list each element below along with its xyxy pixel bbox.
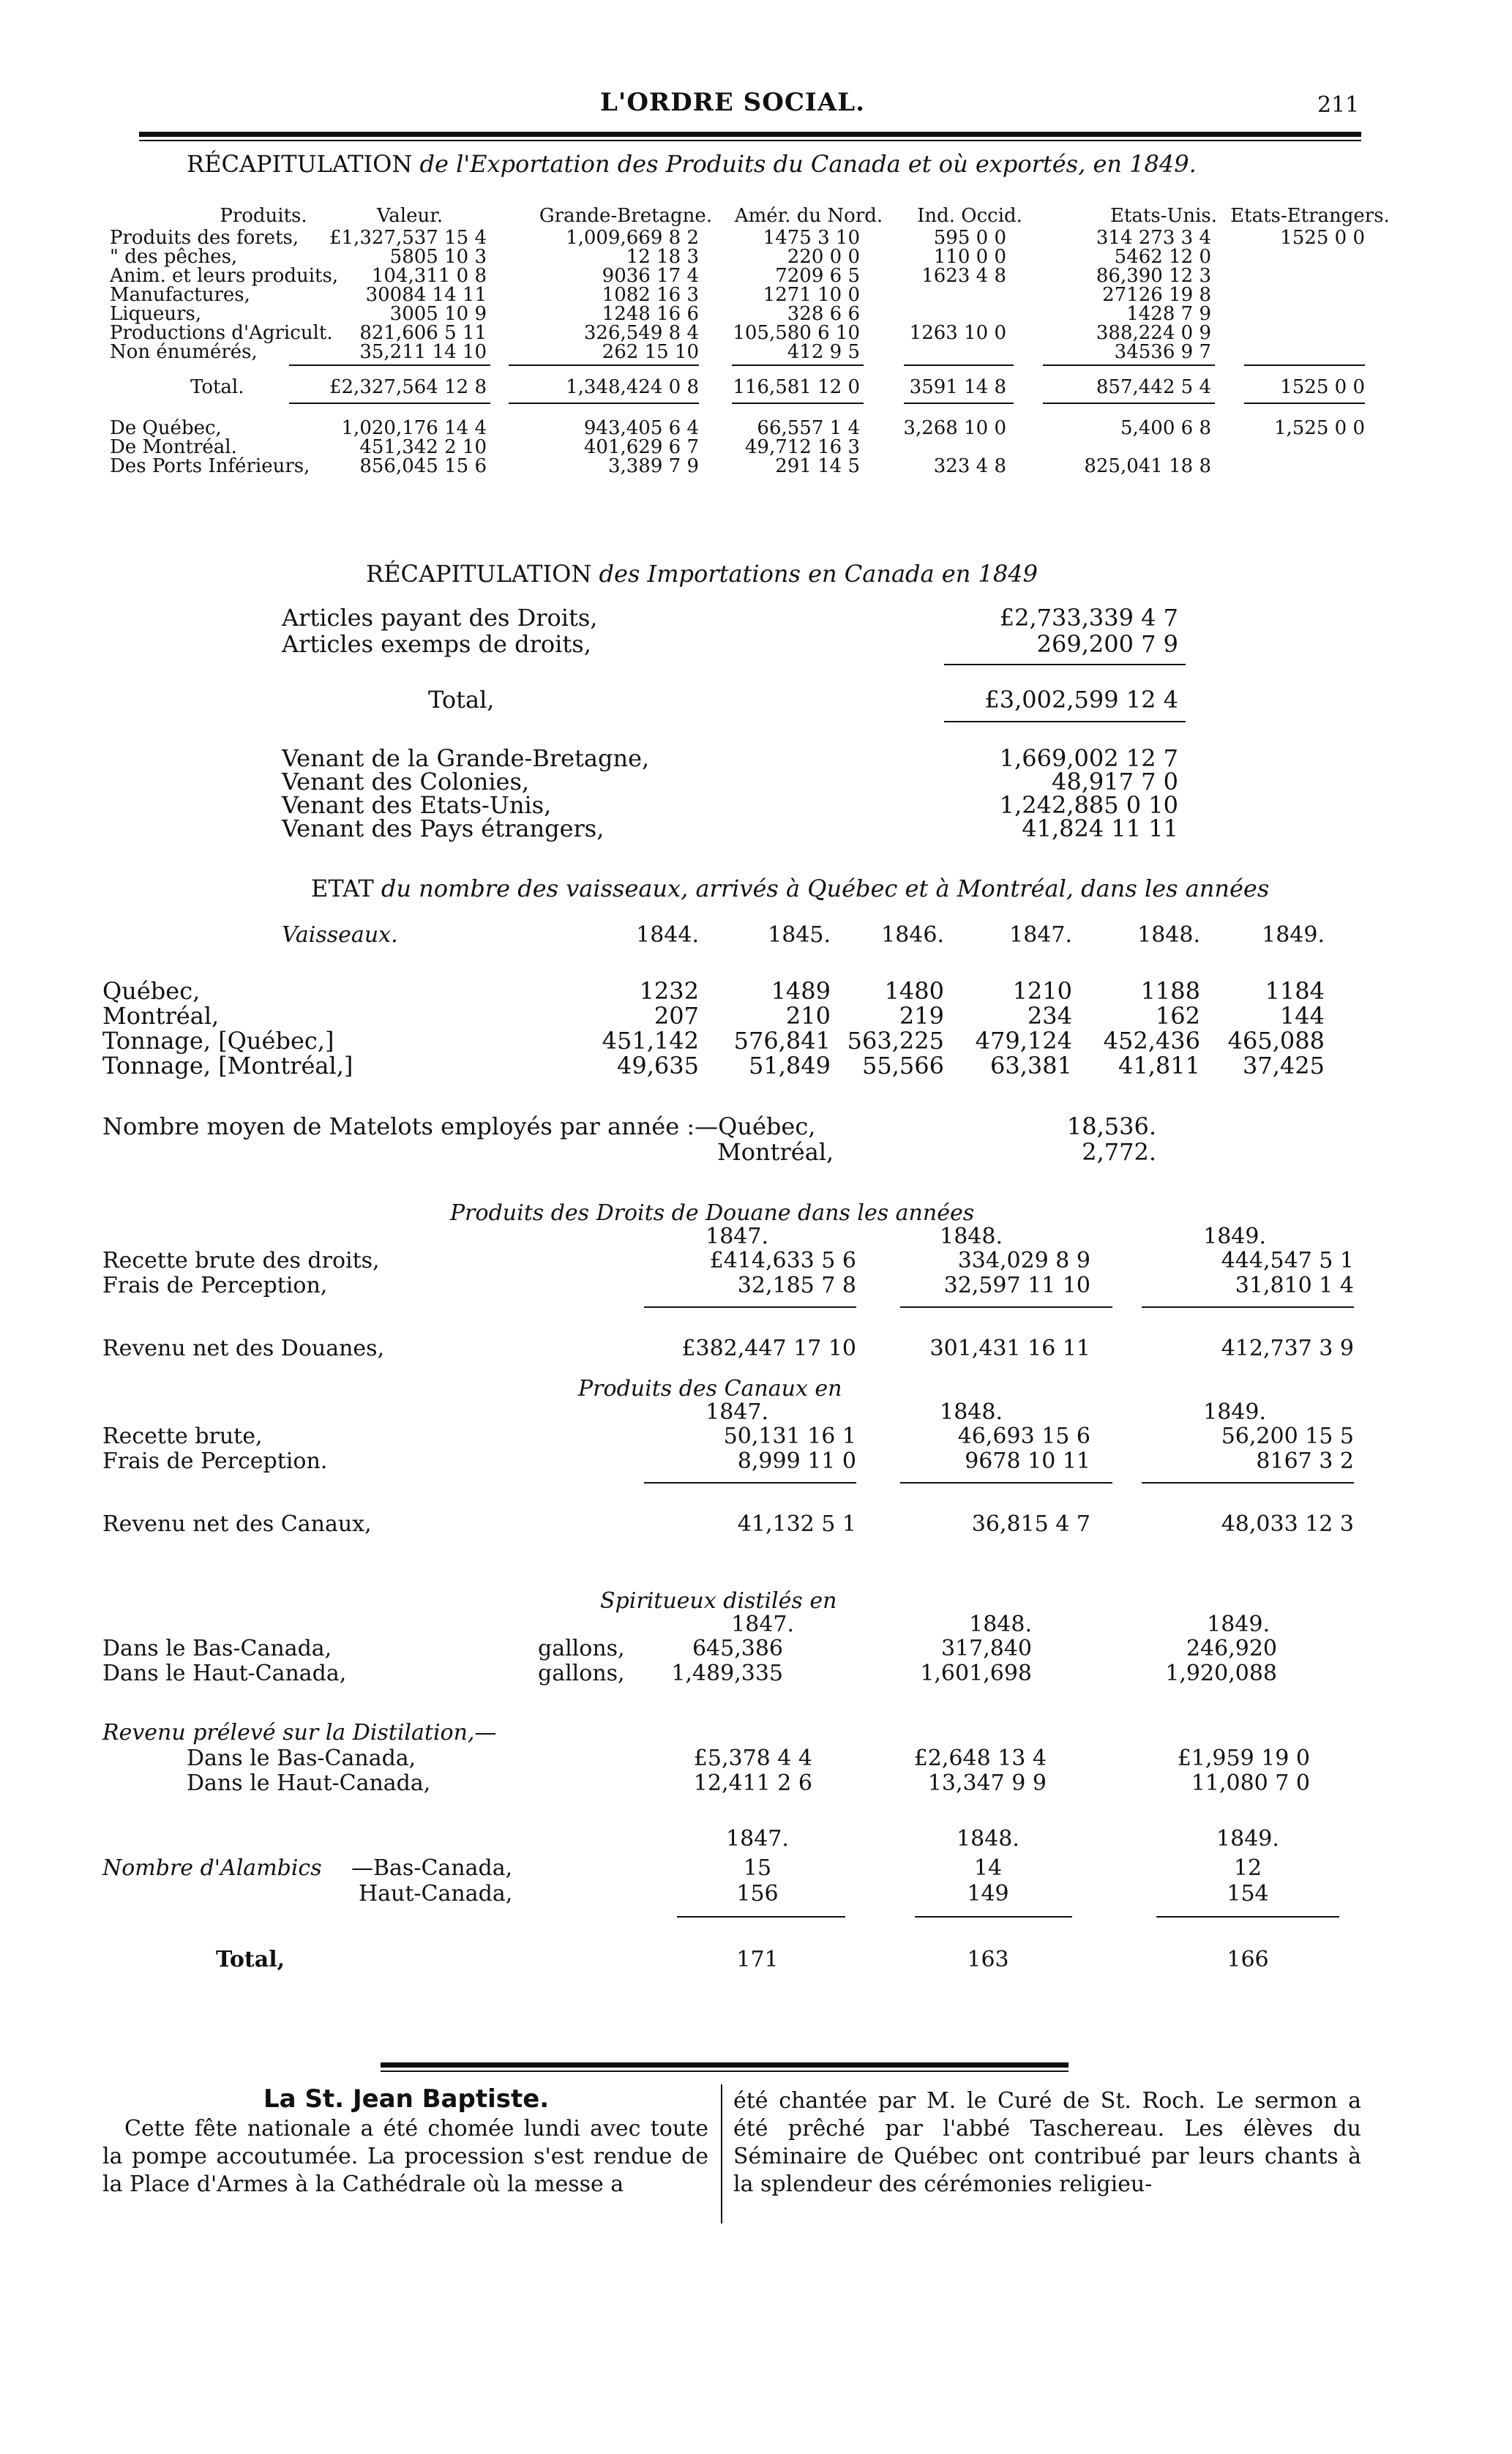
year-header: 1849. (1203, 1224, 1266, 1249)
column-header: Grande-Bretagne. (539, 205, 713, 227)
table-cell: 86,390 12 3 (1096, 265, 1211, 287)
table-cell: 104,311 0 8 (371, 265, 487, 287)
total-cell: 1525 0 0 (1280, 376, 1365, 398)
import-title: RÉCAPITULATION des Importations en Canada en 1849 (366, 560, 1038, 588)
year-header: 1845. (768, 922, 831, 948)
year-header: 1847. (706, 1224, 768, 1249)
table-cell: 334,029 8 9 (957, 1248, 1090, 1273)
import-total-label: Total, (428, 686, 495, 714)
row-label: Frais de Perception, (102, 1273, 328, 1298)
table-cell: 12 (1233, 1855, 1262, 1881)
row-label: De Québec, (110, 417, 222, 439)
article-left-column: Cette fête nationale a été chomée lundi avec toute la pompe accoutumée. La procession s'est rendue de la Place d'Armes à la Cathédrale où la messe a (102, 2116, 708, 2197)
table-cell: 46,693 15 6 (957, 1424, 1090, 1449)
year-header: 1849. (1216, 1826, 1279, 1852)
table-cell: 856,045 15 6 (359, 455, 487, 477)
row-label: Montréal, (102, 1002, 220, 1030)
year-header: 1847. (731, 1612, 794, 1637)
page-title: L'ORDRE SOCIAL. (600, 88, 865, 117)
net-label: Revenu net des Douanes, (102, 1336, 385, 1361)
table-cell: 1,009,669 8 2 (566, 227, 699, 249)
total-cell: 857,442 5 4 (1096, 376, 1211, 398)
row-label: Anim. et leurs produits, (110, 265, 339, 287)
row-label: Dans le Haut-Canada, (187, 1770, 431, 1796)
year-header: 1846. (881, 922, 944, 948)
table-cell: 328 6 6 (787, 303, 860, 325)
total-cell: 3591 14 8 (909, 376, 1006, 398)
table-cell: 452,436 (1103, 1027, 1200, 1055)
table-cell: 210 (785, 1002, 831, 1030)
table-cell: 32,597 11 10 (943, 1273, 1090, 1298)
table-cell: 262 15 10 (602, 341, 699, 363)
import-origin-label: Venant des Pays étrangers, (282, 815, 605, 842)
table-cell: 9678 10 11 (965, 1448, 1090, 1474)
table-cell: 1,920,088 (1165, 1661, 1277, 1686)
table-cell: 110 0 0 (933, 246, 1006, 268)
table-cell: 451,342 2 10 (359, 436, 487, 458)
year-header: 1847. (1009, 922, 1072, 948)
table-cell: 5805 10 3 (389, 246, 487, 268)
table-cell: 821,606 5 11 (359, 322, 487, 344)
year-header: 1844. (636, 922, 699, 948)
row-label: —Bas-Canada, (351, 1855, 513, 1881)
table-cell: 220 0 0 (787, 246, 860, 268)
import-value: £2,733,339 4 7 (999, 604, 1178, 632)
import-origin-value: 48,917 7 0 (1051, 768, 1178, 796)
table-cell: 943,405 6 4 (583, 417, 699, 439)
row-label: De Montréal. (110, 436, 237, 458)
year-header: 1848. (957, 1826, 1019, 1852)
import-total-value: £3,002,599 12 4 (984, 686, 1178, 714)
sum-rule (1142, 1306, 1354, 1308)
net-value: 48,033 12 3 (1221, 1511, 1354, 1537)
vessels-header-label: Vaisseaux. (282, 922, 398, 948)
import-label: Articles exemps de droits, (282, 630, 591, 658)
year-header: 1847. (726, 1826, 789, 1852)
row-label: Liqueurs, (110, 303, 202, 325)
row-label: Productions d'Agricult. (110, 322, 333, 344)
table-cell: 444,547 5 1 (1221, 1248, 1354, 1273)
row-label: Dans le Haut-Canada, (102, 1661, 347, 1686)
table-cell: 388,224 0 9 (1096, 322, 1211, 344)
table-cell: 34536 9 7 (1114, 341, 1211, 363)
table-cell: 37,425 (1243, 1052, 1325, 1080)
import-origin-label: Venant des Colonies, (282, 768, 530, 796)
table-cell: 63,381 (990, 1052, 1072, 1080)
total-cell: 1,348,424 0 8 (566, 376, 699, 398)
sum-rule (677, 1916, 845, 1918)
row-label: Des Ports Inférieurs, (110, 455, 310, 477)
sailors-montreal: 2,772. (1082, 1138, 1156, 1166)
table-cell: 234 (1027, 1002, 1072, 1030)
table-cell: 412 9 5 (787, 341, 860, 363)
table-cell: 13,347 9 9 (927, 1770, 1047, 1796)
table-cell: 314 273 3 4 (1096, 227, 1211, 249)
table-cell: 825,041 18 8 (1084, 455, 1211, 477)
sum-rule (1142, 1482, 1354, 1484)
table-cell: 323 4 8 (933, 455, 1006, 477)
sum-rule (944, 721, 1186, 722)
row-label: Frais de Perception. (102, 1448, 328, 1474)
table-cell: 32,185 7 8 (737, 1273, 856, 1298)
sum-rule (904, 403, 1014, 404)
column-header: Valeur. (376, 205, 444, 227)
year-header: 1847. (706, 1399, 768, 1425)
column-header: Produits. (220, 205, 307, 227)
stills-heading: Nombre d'Alambics (102, 1855, 322, 1881)
table-cell: 1082 16 3 (602, 284, 699, 306)
header-rule-thin (139, 140, 1361, 141)
table-cell: 11,080 7 0 (1191, 1770, 1310, 1796)
total-label: Total. (190, 376, 244, 398)
table-cell: 49,712 16 3 (744, 436, 860, 458)
sum-rule (644, 1306, 856, 1308)
table-cell: 27126 19 8 (1102, 284, 1211, 306)
import-origin-label: Venant des Etats-Unis, (282, 791, 552, 819)
table-cell: £1,959 19 0 (1177, 1746, 1310, 1771)
row-label: Dans le Bas-Canada, (187, 1746, 416, 1771)
year-header: 1849. (1262, 922, 1325, 948)
column-divider (721, 2084, 722, 2223)
footer-rule-thin (381, 2070, 1068, 2072)
distillation-heading: Revenu prélevé sur la Distilation,— (102, 1720, 497, 1746)
spirits-heading: Spiritueux distilés en (600, 1588, 837, 1614)
table-cell: 1232 (639, 977, 699, 1005)
import-value: 269,200 7 9 (1036, 630, 1178, 658)
row-label: Recette brute, (102, 1424, 263, 1449)
net-label: Revenu net des Canaux, (102, 1511, 372, 1537)
table-cell: 401,629 6 7 (583, 436, 699, 458)
net-value: 301,431 16 11 (929, 1336, 1090, 1361)
sum-rule (644, 1482, 856, 1484)
table-cell: 1271 10 0 (763, 284, 860, 306)
row-label: Non énumérés, (110, 341, 258, 363)
table-cell: 1,020,176 14 4 (341, 417, 487, 439)
total-label: Total, (216, 1947, 285, 1972)
table-cell: 207 (654, 1002, 699, 1030)
table-cell: 51,849 (749, 1052, 831, 1080)
sum-rule (1043, 403, 1215, 404)
table-cell: 3,389 7 9 (607, 455, 699, 477)
table-cell: 55,566 (862, 1052, 944, 1080)
table-cell: 1,601,698 (920, 1661, 1032, 1686)
table-cell: 326,549 8 4 (583, 322, 699, 344)
total-cell: 171 (736, 1947, 779, 1972)
row-label: Manufactures, (110, 284, 250, 306)
total-cell: 163 (967, 1947, 1009, 1972)
table-cell: 49,635 (617, 1052, 699, 1080)
table-cell: 30084 14 11 (365, 284, 487, 306)
table-cell: £1,327,537 15 4 (329, 227, 487, 249)
total-cell: 166 (1227, 1947, 1269, 1972)
footer-rule-thick (381, 2062, 1068, 2068)
article-title: La St. Jean Baptiste. (263, 2084, 550, 2114)
table-cell: 1428 7 9 (1126, 303, 1211, 325)
table-cell: 1525 0 0 (1280, 227, 1365, 249)
table-cell: 1188 (1140, 977, 1200, 1005)
table-cell: 246,920 (1186, 1636, 1277, 1661)
table-cell: 645,386 (692, 1636, 783, 1661)
sum-rule (900, 1306, 1112, 1308)
sum-rule (509, 403, 699, 404)
year-header: 1848. (940, 1399, 1003, 1425)
sailors-label: Nombre moyen de Matelots employés par année :—Québec, (102, 1112, 816, 1140)
export-title: RÉCAPITULATION de l'Exportation des Produits du Canada et où exportés, en 1849. (187, 150, 1197, 178)
sum-rule (289, 364, 490, 366)
net-value: 41,132 5 1 (737, 1511, 856, 1537)
row-label: Produits des forets, (110, 227, 299, 249)
header-rule-thick (139, 132, 1361, 137)
year-header: 1849. (1203, 1399, 1266, 1425)
table-cell: 12,411 2 6 (693, 1770, 812, 1796)
article-right-column: été chantée par M. le Curé de St. Roch. Le sermon a été prêché par l'abbé Taschereau. Les élèves du Séminaire de Québec ont contribué par leurs chants à la splendeur des cérémonies religieu- (733, 2088, 1361, 2197)
table-cell: 1263 10 0 (909, 322, 1006, 344)
table-cell: 563,225 (847, 1027, 944, 1055)
table-cell: 35,211 14 10 (359, 341, 487, 363)
table-cell: 317,840 (940, 1636, 1032, 1661)
total-cell: £2,327,564 12 8 (329, 376, 487, 398)
table-cell: 3,268 10 0 (903, 417, 1006, 439)
table-cell: 162 (1155, 1002, 1200, 1030)
table-cell: 154 (1227, 1881, 1269, 1907)
vessels-title: ETAT du nombre des vaisseaux, arrivés à Québec et à Montréal, dans les années (311, 875, 1270, 902)
row-label: Québec, (102, 977, 201, 1005)
import-label: Articles payant des Droits, (282, 604, 598, 632)
table-cell: 1623 4 8 (921, 265, 1006, 287)
sailors-quebec: 18,536. (1066, 1112, 1156, 1140)
row-label: Tonnage, [Montréal,] (102, 1052, 353, 1080)
table-cell: 1184 (1265, 977, 1325, 1005)
row-label: " des pêches, (110, 246, 238, 268)
sum-rule (732, 403, 864, 404)
table-cell: 14 (973, 1855, 1003, 1881)
net-value: 412,737 3 9 (1221, 1336, 1354, 1361)
column-header: Etats-Etrangers. (1230, 205, 1390, 227)
sum-rule (904, 364, 1014, 366)
table-cell: £414,633 5 6 (709, 1248, 856, 1273)
net-value: £382,447 17 10 (681, 1336, 856, 1361)
row-label: Haut-Canada, (359, 1881, 513, 1907)
table-cell: 7209 6 5 (775, 265, 860, 287)
year-header: 1848. (969, 1612, 1032, 1637)
sum-rule (1043, 364, 1215, 366)
column-header: Amér. du Nord. (734, 205, 883, 227)
table-cell: 8,999 11 0 (737, 1448, 856, 1474)
table-cell: 56,200 15 5 (1221, 1424, 1354, 1449)
sum-rule (915, 1916, 1072, 1918)
row-label: Dans le Bas-Canada, (102, 1636, 332, 1661)
table-cell: 1480 (884, 977, 944, 1005)
sum-rule (900, 1482, 1112, 1484)
table-cell: 1248 16 6 (602, 303, 699, 325)
sum-rule (1244, 364, 1365, 366)
table-cell: 576,841 (733, 1027, 831, 1055)
import-origin-value: 1,669,002 12 7 (999, 744, 1178, 772)
unit-label: gallons, (538, 1636, 625, 1661)
table-cell: £2,648 13 4 (913, 1746, 1047, 1771)
table-cell: 1210 (1012, 977, 1072, 1005)
table-cell: 1,525 0 0 (1273, 417, 1365, 439)
table-cell: 3005 10 9 (389, 303, 487, 325)
table-cell: 156 (736, 1881, 779, 1907)
customs-heading: Produits des Droits de Douane dans les années (450, 1200, 975, 1226)
table-cell: 8167 3 2 (1256, 1448, 1354, 1474)
sailors-montreal-label: Montréal, (717, 1138, 834, 1166)
sum-rule (1244, 403, 1365, 404)
table-cell: 1489 (771, 977, 831, 1005)
table-cell: 595 0 0 (933, 227, 1006, 249)
table-cell: 50,131 16 1 (723, 1424, 856, 1449)
column-header: Ind. Occid. (917, 205, 1022, 227)
table-cell: 465,088 (1227, 1027, 1325, 1055)
import-origin-label: Venant de la Grande-Bretagne, (282, 744, 650, 772)
table-cell: 15 (743, 1855, 772, 1881)
sum-rule (944, 664, 1186, 665)
net-value: 36,815 4 7 (971, 1511, 1090, 1537)
sum-rule (289, 403, 490, 404)
table-cell: 451,142 (602, 1027, 699, 1055)
total-cell: 116,581 12 0 (733, 376, 860, 398)
table-cell: 12 18 3 (626, 246, 699, 268)
table-cell: £5,378 4 4 (693, 1746, 812, 1771)
table-cell: 149 (967, 1881, 1009, 1907)
table-cell: 219 (899, 1002, 944, 1030)
canals-heading: Produits des Canaux en (578, 1376, 842, 1402)
table-cell: 9036 17 4 (602, 265, 699, 287)
table-cell: 479,124 (975, 1027, 1072, 1055)
unit-label: gallons, (538, 1661, 625, 1686)
sum-rule (1156, 1916, 1339, 1918)
import-origin-value: 1,242,885 0 10 (999, 791, 1178, 819)
year-header: 1848. (1137, 922, 1200, 948)
column-header: Etats-Unis. (1109, 205, 1218, 227)
sum-rule (732, 364, 864, 366)
sum-rule (509, 364, 699, 366)
table-cell: 1,489,335 (671, 1661, 783, 1686)
row-label: Recette brute des droits, (102, 1248, 380, 1273)
table-cell: 31,810 1 4 (1235, 1273, 1354, 1298)
import-origin-value: 41,824 11 11 (1022, 815, 1178, 842)
table-cell: 41,811 (1118, 1052, 1200, 1080)
table-cell: 291 14 5 (775, 455, 860, 477)
table-cell: 144 (1279, 1002, 1325, 1030)
table-cell: 5462 12 0 (1114, 246, 1211, 268)
row-label: Tonnage, [Québec,] (102, 1027, 334, 1055)
table-cell: 1475 3 10 (763, 227, 860, 249)
page-number: 211 (1317, 92, 1360, 118)
table-cell: 66,557 1 4 (757, 417, 860, 439)
table-cell: 5,400 6 8 (1120, 417, 1211, 439)
table-cell: 105,580 6 10 (733, 322, 860, 344)
year-header: 1848. (940, 1224, 1003, 1249)
year-header: 1849. (1207, 1612, 1270, 1637)
